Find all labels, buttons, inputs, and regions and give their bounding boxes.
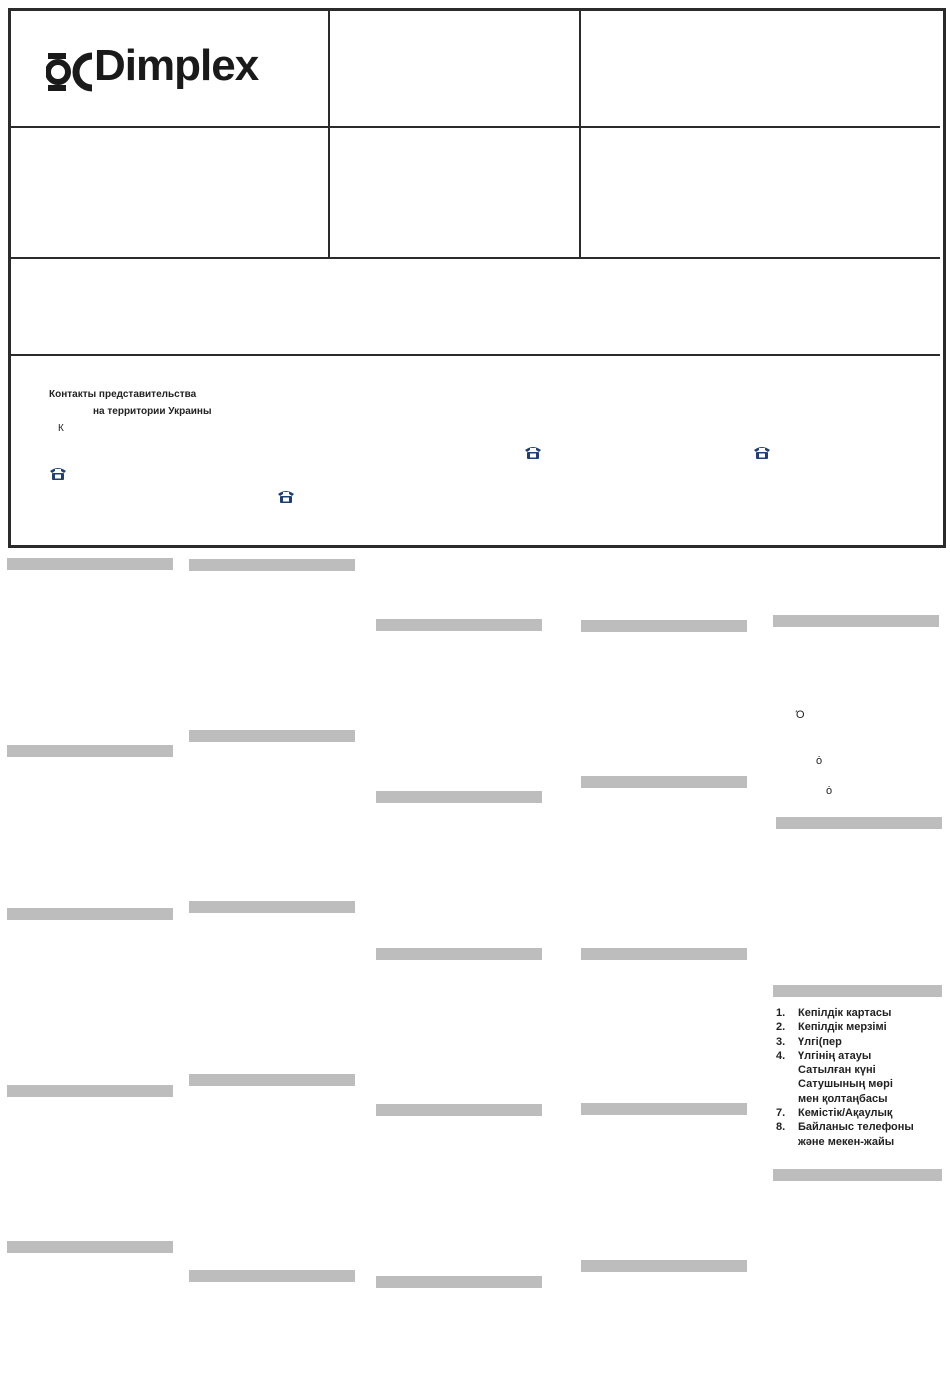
section-header-bar bbox=[376, 619, 542, 631]
section-header-bar bbox=[376, 948, 542, 960]
logo-wordmark: Dimplex bbox=[94, 41, 259, 90]
section-header-bar bbox=[189, 1270, 355, 1282]
grid-line bbox=[328, 11, 330, 257]
section-header-bar bbox=[376, 791, 542, 803]
glyph-text: Ό bbox=[796, 709, 805, 721]
section-header-bar bbox=[376, 1104, 542, 1116]
list-item: мен қолтаңбасы bbox=[798, 1092, 888, 1105]
list-item: 1. Кепілдік картасы bbox=[776, 1007, 892, 1019]
section-header-bar bbox=[189, 901, 355, 913]
list-item: 4. Үлгінің атауы bbox=[776, 1049, 872, 1062]
phone-icon bbox=[524, 444, 542, 460]
section-header-bar bbox=[581, 1260, 747, 1272]
section-header-bar bbox=[581, 620, 747, 632]
grid-line bbox=[11, 354, 940, 356]
section-header-bar bbox=[7, 745, 173, 757]
section-header-bar bbox=[776, 817, 942, 829]
grid-line bbox=[579, 11, 581, 257]
contacts-subheading: на территории Украины bbox=[93, 406, 212, 417]
section-header-bar bbox=[581, 948, 747, 960]
section-header-bar bbox=[7, 908, 173, 920]
contacts-heading: Контакты представительства bbox=[49, 389, 197, 400]
list-item: 8. Байланыс телефоны bbox=[776, 1121, 914, 1134]
section-header-bar bbox=[7, 1085, 173, 1097]
glyph-text: ȯ bbox=[816, 755, 823, 767]
phone-icon bbox=[49, 465, 67, 481]
section-header-bar bbox=[7, 558, 173, 570]
phone-icon bbox=[277, 488, 295, 504]
section-header-bar bbox=[189, 1074, 355, 1086]
list-item: 2. Кепілдік мерзімі bbox=[776, 1021, 887, 1034]
section-header-bar bbox=[773, 985, 942, 997]
section-header-bar bbox=[773, 1169, 942, 1181]
section-header-bar bbox=[376, 1276, 542, 1288]
section-header-bar bbox=[189, 559, 355, 571]
list-item: Сатушының мөрі bbox=[798, 1078, 893, 1091]
grid-line bbox=[11, 126, 940, 128]
list-item: және мекен-жайы bbox=[798, 1135, 895, 1148]
list-item: 3. Үлгі(пер bbox=[776, 1035, 842, 1048]
section-header-bar bbox=[7, 1241, 173, 1253]
section-header-bar bbox=[581, 1103, 747, 1115]
phone-icon bbox=[753, 444, 771, 460]
grid-line bbox=[11, 257, 940, 259]
glyph-text: ȯ bbox=[826, 785, 833, 797]
list-item: 7. Кемістік/Ақаулық bbox=[776, 1107, 893, 1120]
list-item: Сатылған күні bbox=[798, 1064, 876, 1077]
contacts-letter: К bbox=[58, 423, 64, 434]
warranty-fields-list bbox=[776, 1006, 914, 1149]
section-header-bar bbox=[773, 615, 939, 627]
dimplex-logo-mark-icon bbox=[46, 52, 94, 92]
section-header-bar bbox=[581, 776, 747, 788]
section-header-bar bbox=[189, 730, 355, 742]
